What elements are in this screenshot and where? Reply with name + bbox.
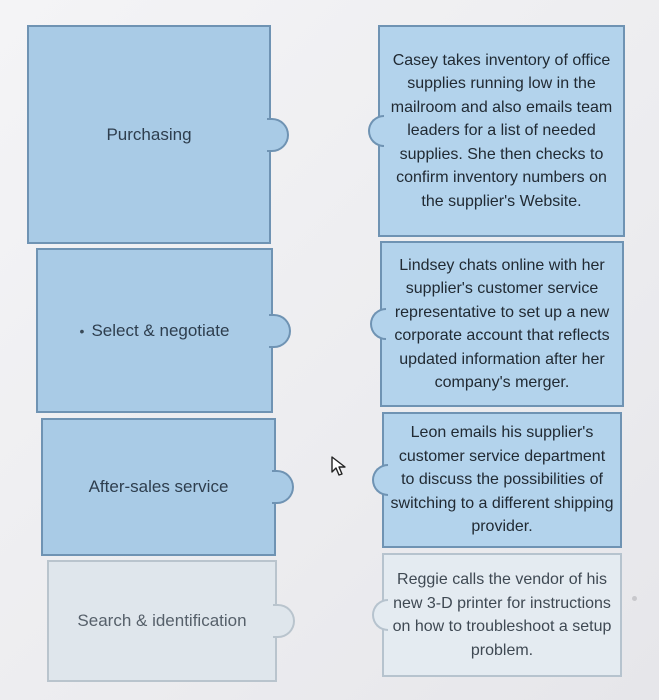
scenario-text: Casey takes inventory of office supplies running low in the mailroom and also emails team leaders for a list of needed supplies. She then checks to confirm inventory numbers on the supplier's Website. [390, 51, 613, 210]
scenario-text: Lindsey chats online with her supplier's customer service representative to set up a new corporate account that reflects updated information after her company's merger. [394, 256, 610, 391]
bullet-icon: • [79, 322, 85, 339]
category-purchasing[interactable] [27, 25, 271, 244]
puzzle-socket-left-icon [370, 308, 386, 340]
puzzle-tab-right-icon [269, 314, 291, 348]
scenario-text: Leon emails his supplier's customer service department to discuss the possibilities of switching to a different shipping provider. [390, 424, 614, 536]
scenario-leon[interactable] [382, 412, 622, 548]
puzzle-tab-right-icon [273, 604, 295, 638]
category-label: Search & identification [77, 611, 247, 630]
puzzle-socket-left-icon [372, 599, 388, 631]
scenario-lindsey[interactable] [380, 241, 624, 407]
scenario-casey[interactable] [378, 25, 625, 237]
category-select-negotiate[interactable] [36, 248, 273, 413]
scroll-indicator [632, 596, 637, 601]
category-label: Select & negotiate [91, 320, 230, 340]
category-after-sales-service[interactable] [41, 418, 276, 556]
category-search-identification[interactable] [47, 560, 277, 682]
puzzle-socket-left-icon [372, 464, 388, 496]
mouse-pointer-icon [330, 455, 348, 477]
scenario-text: Reggie calls the vendor of his new 3-D printer for instructions on how to troubleshoot a setup problem. [392, 571, 612, 659]
category-label: Purchasing [106, 124, 192, 144]
category-label: After-sales service [88, 477, 229, 496]
puzzle-socket-left-icon [368, 115, 384, 147]
puzzle-tab-right-icon [267, 118, 289, 152]
puzzle-tab-right-icon [272, 470, 294, 504]
scenario-reggie[interactable] [382, 553, 622, 677]
